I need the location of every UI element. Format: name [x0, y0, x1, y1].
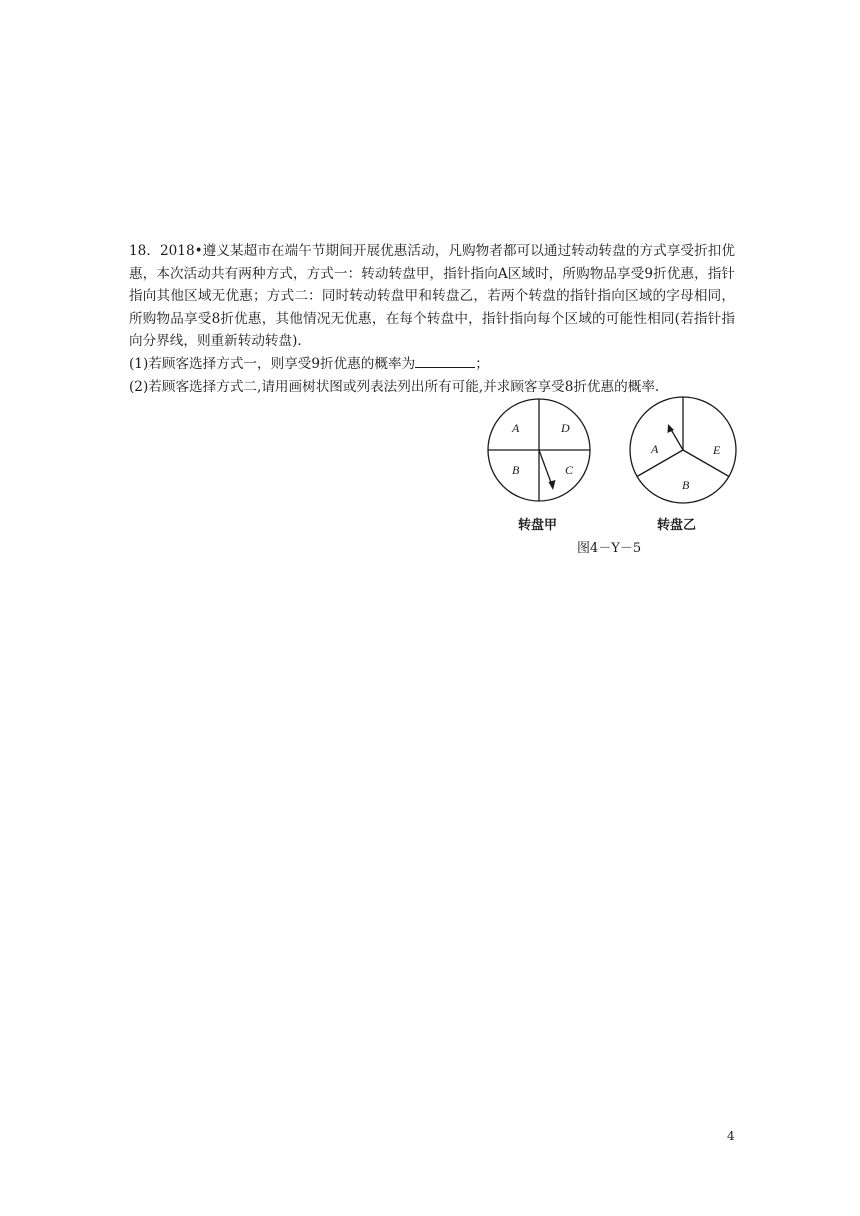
spinner-yi-sector-e: E	[713, 443, 721, 457]
spinner-jia-sector-d: D	[561, 421, 570, 435]
spinner-yi-divider-right	[683, 450, 729, 477]
spinner-jia-label: 转盘甲	[518, 518, 558, 533]
spinner-yi-sector-b: B	[682, 478, 690, 492]
spinner-yi-divider-left	[637, 450, 683, 477]
problem-text	[129, 240, 735, 398]
question-1-end: ；	[475, 355, 489, 372]
spinner-figure	[480, 410, 750, 560]
page-number: 4	[727, 1129, 735, 1143]
question-2: (2)若顾客选择方式二,请用画树状图或列表法列出所有可能,并求顾客享受8折优惠的概率.	[129, 378, 660, 395]
question-1-text: (1)若顾客选择方式一，则享受9折优惠的概率为	[129, 355, 416, 372]
problem-statement: 18．2018•遵义某超市在端午节期间开展优惠活动，凡购物者都可以通过转动转盘的方式享受折扣优惠，本次活动共有两种方式，方式一：转动转盘甲，指针指向A区域时，所购物品享受9折优惠，指针指向其他区域无优惠；方式二：同时转动转盘甲和转盘乙，若两个转盘的指针指向区域的字母相同，所购物品享受8折优惠，其他情况无优惠，在每个转盘中，指针指向每个区域的可能性相同(若指针指向分界线，则重新转动转盘)．	[129, 243, 735, 350]
spinner-yi-sector-a: A	[651, 442, 659, 456]
spinner-jia	[488, 399, 590, 501]
spinner-jia-sector-a: A	[512, 421, 520, 435]
spinner-jia-pointer-head	[549, 480, 556, 490]
spinner-yi-label: 转盘乙	[657, 518, 697, 533]
question-1	[129, 353, 735, 376]
spinner-jia-sector-c: C	[565, 463, 574, 477]
spinner-jia-sector-b: B	[512, 463, 520, 477]
figure-caption: 图4－Y－5	[577, 541, 642, 556]
answer-blank	[415, 353, 475, 368]
